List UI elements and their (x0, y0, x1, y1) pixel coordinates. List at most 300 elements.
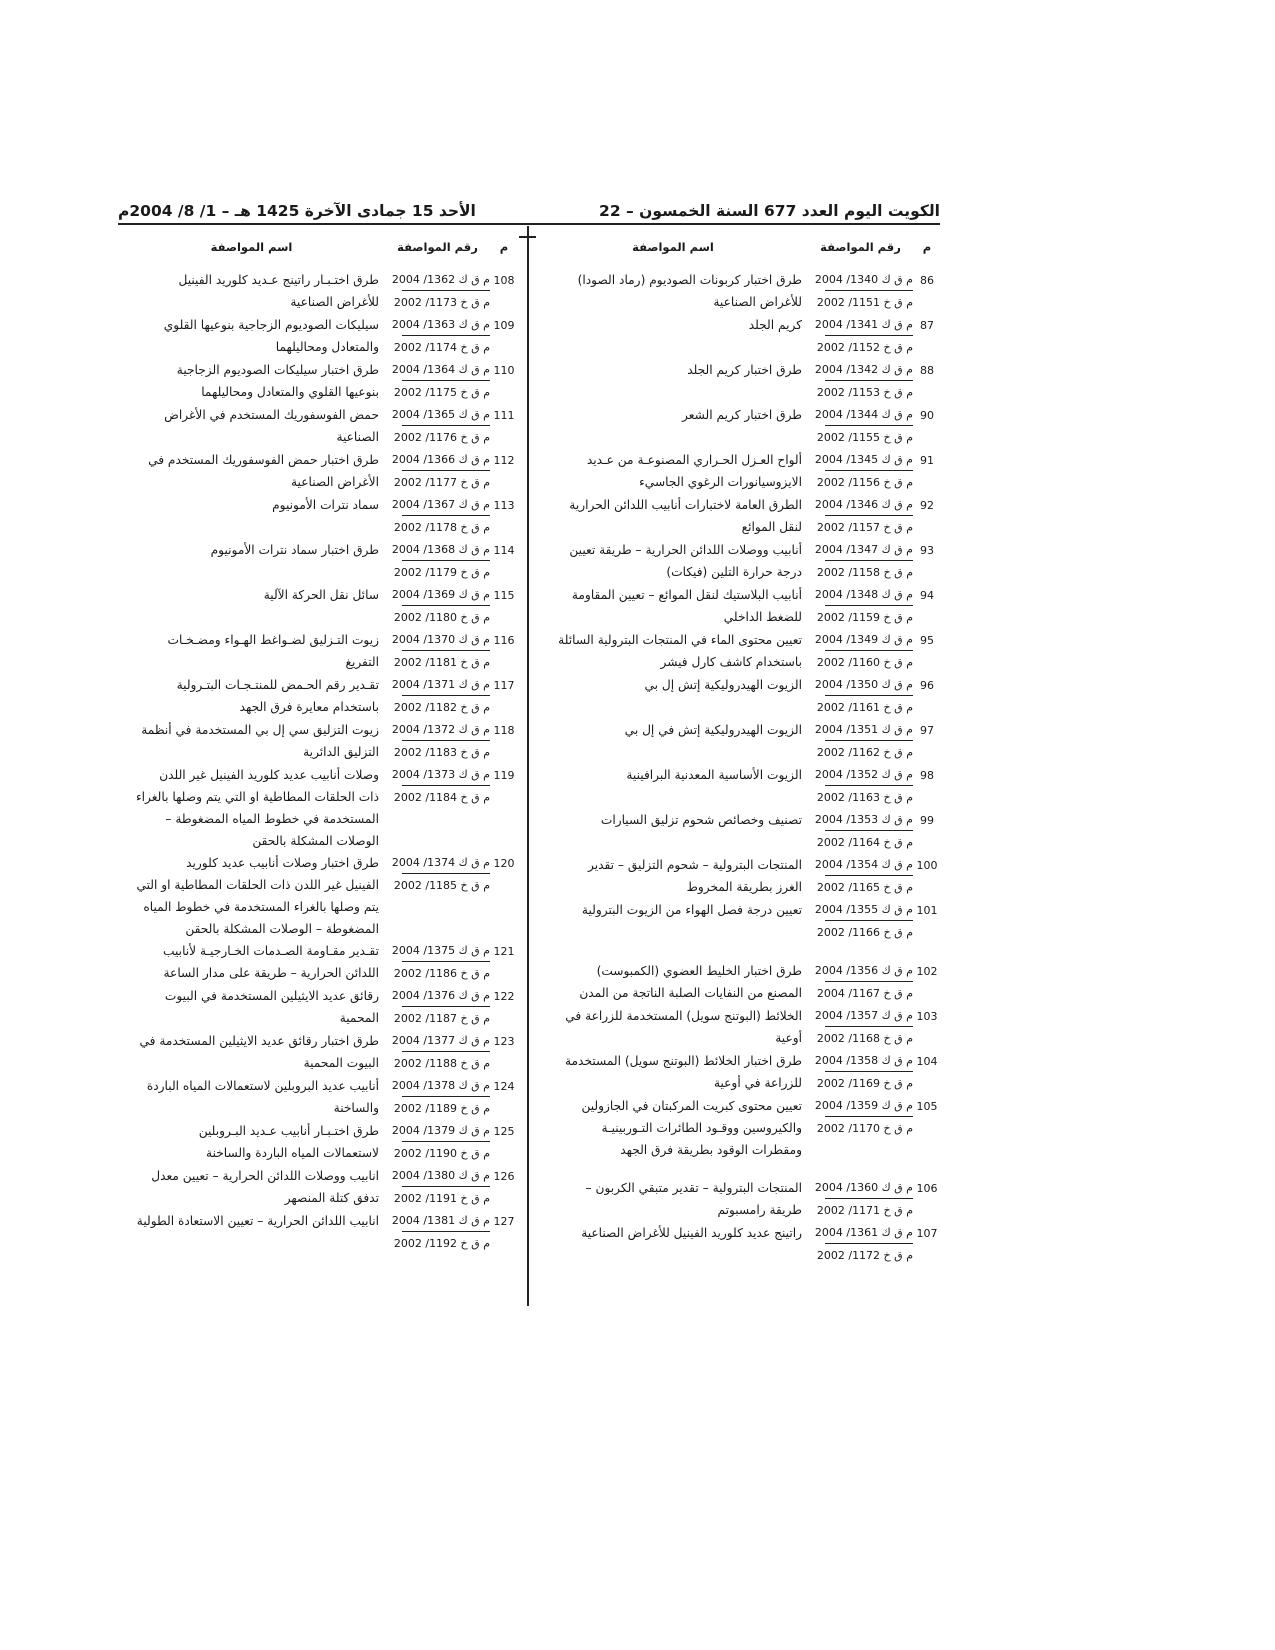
standard-entry (118, 763, 518, 851)
entry-name-line: وصلات أنابيب عديد كلوريد الفينيل غير اللدن (159, 768, 379, 782)
entry-name-line: طرق اختبار كريم الجلد (687, 363, 802, 377)
entry-number: 93 (920, 544, 934, 557)
entry-name-line: البيوت المحمية (303, 1056, 379, 1070)
gulf-standard-code: م ق خ 1162/ 2002 (825, 740, 913, 763)
entry-name-line: طرق اختـبـار راتينج عـديد كلوريد الفينيل (178, 273, 379, 287)
entry-codes (808, 808, 913, 853)
entry-name-line: طرق اختبار كربونات الصوديوم (رماد الصودا) (577, 273, 802, 287)
entry-name-line: الفينيل غير اللدن ذات الحلقات المطاطية او التي (136, 878, 379, 892)
standard-entry (118, 448, 518, 493)
kuwaiti-standard-code: م ق ك 1373/ 2004 (391, 768, 490, 781)
gulf-standard-code: م ق خ 1187/ 2002 (402, 1006, 490, 1029)
entry-codes (385, 673, 490, 718)
entry-number: 124 (493, 1080, 515, 1093)
gulf-standard-code: م ق خ 1159/ 2002 (825, 605, 913, 628)
entry-name-line: أنابيب عديد البروبلين لاستعمالات المياه الباردة (146, 1079, 379, 1093)
entry-name-line: طريقة رامسبوتم (717, 1203, 802, 1217)
gulf-standard-code: م ق خ 1170/ 2002 (825, 1116, 913, 1139)
entry-number: 126 (493, 1170, 515, 1183)
entry-number: 120 (493, 857, 515, 870)
entry-number: 109 (493, 319, 515, 332)
entry-name (538, 763, 808, 808)
entry-name-line: تعيين محتوى الماء في المنتجات البترولية السائلة (558, 633, 802, 647)
entry-codes (808, 583, 913, 628)
entry-name (538, 448, 808, 493)
entry-name-line: والكيروسين ووقـود الطائرات التـوربينيـة (601, 1121, 802, 1135)
entry-name (118, 851, 385, 939)
standard-entry (118, 1164, 518, 1209)
entry-codes (808, 313, 913, 358)
gulf-standard-code: م ق خ 1183/ 2002 (402, 740, 490, 763)
entry-number: 90 (920, 409, 934, 422)
entry-name-line: المنتجات البترولية – شحوم التزليق – تقدير (587, 858, 802, 872)
entry-name-line: الزيوت الهيدروليكية إتش في إل بي (624, 723, 802, 737)
entry-codes (385, 313, 490, 358)
entry-name (538, 853, 808, 898)
kuwaiti-standard-code: م ق ك 1366/ 2004 (391, 453, 490, 466)
standard-entry (538, 808, 941, 853)
entry-name-line: بنوعيها القلوي والمتعادل ومحاليلهما (201, 385, 379, 399)
entry-name-line: طرق اختبار سيليكات الصوديوم الزجاجية (176, 363, 379, 377)
gulf-standard-code: م ق خ 1181/ 2002 (402, 650, 490, 673)
entry-number: 121 (493, 945, 515, 958)
entry-number: 97 (920, 724, 934, 737)
gulf-standard-code: م ق خ 1164/ 2002 (825, 830, 913, 853)
kuwaiti-standard-code: م ق ك 1377/ 2004 (391, 1034, 490, 1047)
entry-number: 125 (493, 1125, 515, 1138)
standard-entry (538, 358, 941, 403)
kuwaiti-standard-code: م ق ك 1372/ 2004 (391, 723, 490, 736)
kuwaiti-standard-code: م ق ك 1381/ 2004 (391, 1214, 490, 1227)
entry-name-line: للضغط الداخلي (723, 610, 802, 624)
entry-name (118, 939, 385, 984)
gulf-standard-code: م ق خ 1156/ 2002 (825, 470, 913, 493)
kuwaiti-standard-code: م ق ك 1345/ 2004 (814, 453, 913, 466)
gulf-standard-code: م ق خ 1185/ 2002 (402, 873, 490, 896)
header-date: الأحد 15 جمادى الآخرة 1425 هـ – 1/ 8/ 2004م (118, 202, 476, 220)
entry-name (118, 984, 385, 1029)
left-column (118, 228, 518, 1328)
gulf-standard-code: م ق خ 1190/ 2002 (402, 1141, 490, 1164)
entry-codes (808, 1221, 913, 1266)
entry-codes (808, 493, 913, 538)
entry-name-line: الطرق العامة لاختبارات أنابيب اللدائن الحرارية (569, 498, 802, 512)
entry-name-line: راتينج عديد كلوريد الفينيل للأغراض الصناعية (581, 1226, 802, 1240)
right-entries (538, 268, 941, 1266)
entry-name (118, 673, 385, 718)
entry-codes (808, 763, 913, 808)
entry-codes (385, 984, 490, 1029)
standard-entry (118, 268, 518, 313)
gulf-standard-code: م ق خ 1173/ 2002 (402, 290, 490, 313)
entry-codes (808, 538, 913, 583)
standard-entry (538, 1221, 941, 1266)
entry-name-line: انابيب اللدائن الحرارية – تعيين الاستعادة الطولية (136, 1214, 379, 1228)
kuwaiti-standard-code: م ق ك 1356/ 2004 (814, 964, 913, 977)
kuwaiti-standard-code: م ق ك 1350/ 2004 (814, 678, 913, 691)
entry-name (538, 1049, 808, 1094)
entry-name-line: الايزوسيانورات الرغوي الجاسيء (639, 475, 802, 489)
entry-name-line: طرق اختبار الخلائط (البوتنج سويل) المستخدمة (565, 1054, 802, 1068)
entry-name (118, 493, 385, 538)
entry-name-line: الصناعية (336, 430, 379, 444)
gulf-standard-code: م ق خ 1172/ 2002 (825, 1243, 913, 1266)
entry-codes (808, 1049, 913, 1094)
entry-name-line: المنتجات البترولية – تقدير متبقي الكربون – (585, 1181, 802, 1195)
kuwaiti-standard-code: م ق ك 1351/ 2004 (814, 723, 913, 736)
entry-codes (385, 358, 490, 403)
header-name: اسم المواصفة (632, 240, 714, 254)
gulf-standard-code: م ق خ 1155/ 2002 (825, 425, 913, 448)
entry-number: 92 (920, 499, 934, 512)
entry-name-line: المصنع من النفايات الصلبة الناتجة من المدن (579, 986, 802, 1000)
entry-name-line: المضغوطة – الوصلات المشكلة بالحقن (185, 922, 379, 936)
entry-name-line: الأغراض الصناعية (291, 475, 379, 489)
standard-entry (118, 1074, 518, 1119)
gulf-standard-code: م ق خ 1175/ 2002 (402, 380, 490, 403)
entry-name-line: أوعية (775, 1031, 802, 1045)
entry-number: 104 (916, 1055, 938, 1068)
entry-name-line: كريم الجلد (748, 318, 802, 332)
left-entries (118, 268, 518, 1254)
kuwaiti-standard-code: م ق ك 1355/ 2004 (814, 903, 913, 916)
entry-codes (808, 1176, 913, 1221)
entry-codes (808, 268, 913, 313)
standard-entry (118, 718, 518, 763)
kuwaiti-standard-code: م ق ك 1378/ 2004 (391, 1079, 490, 1092)
gulf-standard-code: م ق خ 1157/ 2002 (825, 515, 913, 538)
entry-number: 116 (493, 634, 515, 647)
entry-name (118, 358, 385, 403)
entry-codes (385, 403, 490, 448)
entry-name-line: طرق اختـبـار أنابيب عـديد البـروبلين (198, 1124, 379, 1138)
standard-entry (538, 763, 941, 808)
entry-name-line: والساخنة (333, 1101, 379, 1115)
entry-number: 115 (493, 589, 515, 602)
gulf-standard-code: م ق خ 1166/ 2002 (825, 920, 913, 943)
entry-name (538, 898, 808, 943)
standard-entry (118, 1209, 518, 1254)
entry-name (538, 403, 808, 448)
kuwaiti-standard-code: م ق ك 1362/ 2004 (391, 273, 490, 286)
gulf-standard-code: م ق خ 1160/ 2002 (825, 650, 913, 673)
entry-name-line: طرق اختبار سماد نترات الأمونيوم (210, 543, 379, 557)
standard-entry (538, 1094, 941, 1160)
entry-number: 123 (493, 1035, 515, 1048)
entry-number: 122 (493, 990, 515, 1003)
entry-name-line: طرق اختبار حمض الفوسفوريك المستخدم في (148, 453, 379, 467)
entry-number: 105 (916, 1100, 938, 1113)
header-code: رقم المواصفة (397, 240, 478, 254)
entry-codes (808, 673, 913, 718)
entry-name-line: طرق اختبار وصلات أنابيب عديد كلوريد (186, 856, 379, 870)
entry-name-line: لاستعمالات المياه الباردة والساخنة (206, 1146, 379, 1160)
entry-name-line: التزليق الدائرية (303, 745, 379, 759)
entry-name-line: زيوت التزليق سي إل بي المستخدمة في أنظمة (141, 723, 379, 737)
entry-codes (385, 583, 490, 628)
entry-number: 100 (916, 859, 938, 872)
entry-name (538, 358, 808, 403)
gulf-standard-code: م ق خ 1168/ 2002 (825, 1026, 913, 1049)
entry-codes (385, 718, 490, 763)
entry-number: 99 (920, 814, 934, 827)
entry-name-line: والمتعادل ومحاليلهما (275, 340, 379, 354)
entry-codes (808, 448, 913, 493)
entry-number: 111 (493, 409, 515, 422)
entry-name-line: ألواح العـزل الحـراري المصنوعـة من عـديد (586, 453, 802, 467)
entry-name-line: طرق اختبار كريم الشعر (682, 408, 802, 422)
entry-name (118, 628, 385, 673)
page-header (118, 190, 940, 225)
kuwaiti-standard-code: م ق ك 1349/ 2004 (814, 633, 913, 646)
entry-name (118, 718, 385, 763)
entry-name (118, 1074, 385, 1119)
entry-name (538, 718, 808, 763)
kuwaiti-standard-code: م ق ك 1370/ 2004 (391, 633, 490, 646)
entry-number: 86 (920, 274, 934, 287)
kuwaiti-standard-code: م ق ك 1346/ 2004 (814, 498, 913, 511)
kuwaiti-standard-code: م ق ك 1359/ 2004 (814, 1099, 913, 1112)
entry-number: 88 (920, 364, 934, 377)
entry-codes (808, 853, 913, 898)
entry-number: 96 (920, 679, 934, 692)
entry-codes (385, 939, 490, 984)
entry-name-line: تقـدير رقم الحـمض للمنتـجـات البتـرولية (176, 678, 379, 692)
entry-number: 106 (916, 1182, 938, 1195)
kuwaiti-standard-code: م ق ك 1374/ 2004 (391, 856, 490, 869)
entry-codes (385, 493, 490, 538)
standard-entry (118, 583, 518, 628)
entry-codes (385, 268, 490, 313)
entry-name (118, 268, 385, 313)
kuwaiti-standard-code: م ق ك 1368/ 2004 (391, 543, 490, 556)
standard-entry (538, 1004, 941, 1049)
entry-name-line: زيوت التـزليق لضـواغط الهـواء ومضـخـات (167, 633, 379, 647)
kuwaiti-standard-code: م ق ك 1371/ 2004 (391, 678, 490, 691)
entry-number: 118 (493, 724, 515, 737)
entry-name-line: سماد نترات الأمونيوم (272, 498, 379, 512)
kuwaiti-standard-code: م ق ك 1361/ 2004 (814, 1226, 913, 1239)
entry-name (538, 1221, 808, 1266)
entry-name-line: اللدائن الحرارية – طريقة على مدار الساعة (163, 966, 379, 980)
standard-entry (118, 1029, 518, 1074)
entry-codes (385, 628, 490, 673)
entry-name (538, 628, 808, 673)
entry-name (538, 1176, 808, 1221)
entry-name (538, 1004, 808, 1049)
standard-entry (538, 718, 941, 763)
entry-name-line: انابيب ووصلات اللدائن الحرارية – تعيين معدل (151, 1169, 379, 1183)
standard-entry (118, 493, 518, 538)
standard-entry (118, 538, 518, 583)
entry-name (118, 583, 385, 628)
entry-name-line: تصنيف وخصائص شحوم تزليق السيارات (600, 813, 802, 827)
entry-name-line: للأغراض الصناعية (290, 295, 379, 309)
entry-number: 98 (920, 769, 934, 782)
column-divider (527, 226, 529, 1306)
entry-name (538, 808, 808, 853)
entry-name-line: تقـدير مقـاومة الصـدمات الخـارجيـة لأنابيب (163, 944, 379, 958)
entry-codes (385, 538, 490, 583)
entry-number: 103 (916, 1010, 938, 1023)
entry-name-line: لنقل الموائع (741, 520, 802, 534)
kuwaiti-standard-code: م ق ك 1354/ 2004 (814, 858, 913, 871)
entry-name (538, 268, 808, 313)
kuwaiti-standard-code: م ق ك 1364/ 2004 (391, 363, 490, 376)
kuwaiti-standard-code: م ق ك 1348/ 2004 (814, 588, 913, 601)
gulf-standard-code: م ق خ 1161/ 2002 (825, 695, 913, 718)
entry-name-line: ومقطرات الوقود بطريقة فرق الجهد (620, 1143, 802, 1157)
entry-name (538, 673, 808, 718)
entry-name (118, 538, 385, 583)
standard-entry (538, 448, 941, 493)
entry-number: 127 (493, 1215, 515, 1228)
standard-entry (538, 628, 941, 673)
standard-entry (538, 959, 941, 1004)
kuwaiti-standard-code: م ق ك 1342/ 2004 (814, 363, 913, 376)
entry-name (538, 493, 808, 538)
standard-entry (118, 851, 518, 939)
entry-name (118, 1119, 385, 1164)
entry-codes (808, 1004, 913, 1049)
entry-codes (385, 1074, 490, 1119)
entry-name-line: التفريغ (345, 655, 379, 669)
column-header (538, 228, 941, 258)
entry-name-line: المحمية (339, 1011, 379, 1025)
header-num: م (499, 240, 509, 254)
entry-number: 110 (493, 364, 515, 377)
standard-entry (538, 583, 941, 628)
standard-entry (538, 853, 941, 898)
entry-name-line: الوصلات المشكلة بالحقن (252, 834, 379, 848)
kuwaiti-standard-code: م ق ك 1347/ 2004 (814, 543, 913, 556)
entry-codes (808, 403, 913, 448)
kuwaiti-standard-code: م ق ك 1369/ 2004 (391, 588, 490, 601)
entry-codes (385, 1029, 490, 1074)
entry-name (118, 763, 385, 851)
entry-number: 113 (493, 499, 515, 512)
standard-entry (538, 898, 941, 943)
entry-number: 101 (916, 904, 938, 917)
entry-name-line: رقائق عديد الايثيلين المستخدمة في البيوت (164, 989, 379, 1003)
kuwaiti-standard-code: م ق ك 1358/ 2004 (814, 1054, 913, 1067)
kuwaiti-standard-code: م ق ك 1360/ 2004 (814, 1181, 913, 1194)
kuwaiti-standard-code: م ق ك 1344/ 2004 (814, 408, 913, 421)
entry-codes (808, 358, 913, 403)
gulf-standard-code: م ق خ 1188/ 2002 (402, 1051, 490, 1074)
entry-codes (385, 448, 490, 493)
kuwaiti-standard-code: م ق ك 1340/ 2004 (814, 273, 913, 286)
standard-entry (538, 403, 941, 448)
gulf-standard-code: م ق خ 1174/ 2002 (402, 335, 490, 358)
entry-codes (385, 1209, 490, 1254)
entry-codes (808, 718, 913, 763)
gulf-standard-code: م ق خ 1189/ 2002 (402, 1096, 490, 1119)
entry-name (538, 583, 808, 628)
entry-codes (385, 1164, 490, 1209)
entry-name-line: أنابيب البلاستيك لنقل الموائع – تعيين المقاومة (571, 588, 802, 602)
kuwaiti-standard-code: م ق ك 1357/ 2004 (814, 1009, 913, 1022)
kuwaiti-standard-code: م ق ك 1352/ 2004 (814, 768, 913, 781)
entry-codes (385, 1119, 490, 1164)
gulf-standard-code: م ق خ 1152/ 2002 (825, 335, 913, 358)
entry-name-line: باستخدام معايرة فرق الجهد (239, 700, 379, 714)
entry-number: 119 (493, 769, 515, 782)
standard-entry (118, 313, 518, 358)
entry-name-line: حمض الفوسفوريك المستخدم في الأغراض (164, 408, 379, 422)
entry-number: 107 (916, 1227, 938, 1240)
header-num: م (922, 240, 932, 254)
standard-entry (118, 358, 518, 403)
entry-number: 108 (493, 274, 515, 287)
entry-number: 94 (920, 589, 934, 602)
kuwaiti-standard-code: م ق ك 1367/ 2004 (391, 498, 490, 511)
header-name: اسم المواصفة (210, 240, 293, 254)
entry-name-line: المستخدمة في خطوط المياه المضغوطة – (165, 812, 379, 826)
right-column (538, 228, 941, 1358)
entry-number: 95 (920, 634, 934, 647)
entry-name-line: أنابيب ووصلات اللدائن الحرارية – طريقة تعيين (569, 543, 802, 557)
gulf-standard-code: م ق خ 1151/ 2002 (825, 290, 913, 313)
standard-entry (538, 673, 941, 718)
kuwaiti-standard-code: م ق ك 1363/ 2004 (391, 318, 490, 331)
entry-name-line: تعيين محتوى كبريت المركبتان في الجازولين (581, 1099, 802, 1113)
entry-name-line: الزيوت الأساسية المعدنية البرافينية (626, 768, 802, 782)
entry-name (538, 313, 808, 358)
standard-entry (538, 313, 941, 358)
entry-name-line: باستخدام كاشف كارل فيشر (660, 655, 802, 669)
column-header (118, 228, 518, 258)
gulf-standard-code: م ق خ 1158/ 2002 (825, 560, 913, 583)
entry-codes (808, 959, 913, 1004)
gulf-standard-code: م ق خ 1191/ 2002 (402, 1186, 490, 1209)
entry-name-line: طرق اختبار رقائق عديد الايثيلين المستخدمة في (139, 1034, 379, 1048)
gulf-standard-code: م ق خ 1163/ 2002 (825, 785, 913, 808)
entry-name-line: طرق اختبار الخليط العضوي (الكمبوست) (596, 964, 802, 978)
entry-codes (385, 763, 490, 851)
gulf-standard-code: م ق خ 1177/ 2002 (402, 470, 490, 493)
kuwaiti-standard-code: م ق ك 1353/ 2004 (814, 813, 913, 826)
entry-name-line: للزراعة في أوعية (713, 1076, 802, 1090)
standard-entry (118, 984, 518, 1029)
entry-name-line: درجة حرارة التلين (فيكات) (666, 565, 802, 579)
header-code: رقم المواصفة (820, 240, 901, 254)
entry-name (118, 448, 385, 493)
gulf-standard-code: م ق خ 1182/ 2002 (402, 695, 490, 718)
entry-codes (808, 898, 913, 943)
entry-number: 114 (493, 544, 515, 557)
kuwaiti-standard-code: م ق ك 1380/ 2004 (391, 1169, 490, 1182)
kuwaiti-standard-code: م ق ك 1365/ 2004 (391, 408, 490, 421)
entry-codes (808, 1094, 913, 1160)
entry-name-line: الغرز بطريقة المخروط (686, 880, 802, 894)
entry-name-line: يتم وصلها بالغراء المستخدمة في خطوط المياه (143, 900, 379, 914)
header-issue: الكويت اليوم العدد 677 السنة الخمسون – 22 (599, 202, 940, 220)
divider-tick (519, 236, 536, 238)
gulf-standard-code: م ق خ 1184/ 2002 (402, 785, 490, 808)
standard-entry (118, 1119, 518, 1164)
entry-name (118, 1164, 385, 1209)
gulf-standard-code: م ق خ 1180/ 2002 (402, 605, 490, 628)
gulf-standard-code: م ق خ 1167/ 2004 (825, 981, 913, 1004)
entry-name (538, 538, 808, 583)
entry-number: 91 (920, 454, 934, 467)
kuwaiti-standard-code: م ق ك 1375/ 2004 (391, 944, 490, 957)
standard-entry (538, 1049, 941, 1094)
standard-entry (538, 1176, 941, 1221)
gulf-standard-code: م ق خ 1192/ 2002 (402, 1231, 490, 1254)
entry-number: 117 (493, 679, 515, 692)
